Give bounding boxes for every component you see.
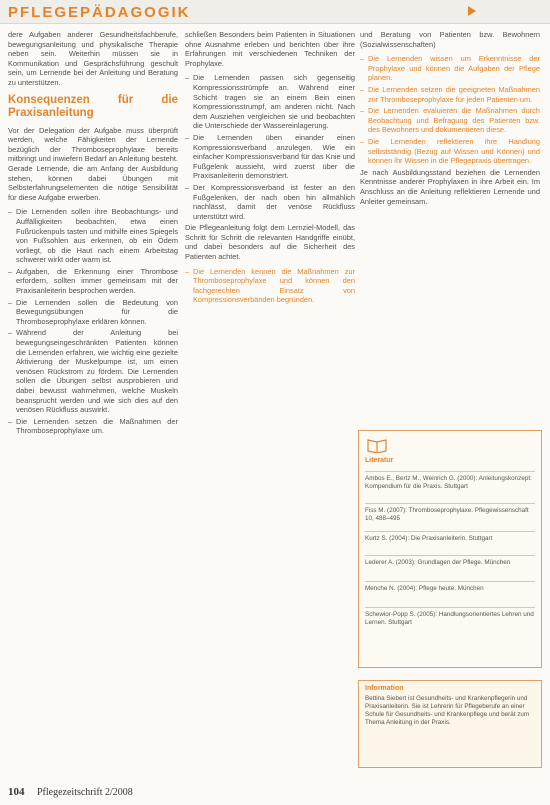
literature-entry: Kurtz S. (2004): Die Praxisanleiterin. Stuttgart xyxy=(365,531,535,543)
col2-list-emph xyxy=(185,267,355,305)
book-icon xyxy=(367,437,387,453)
list-item: – Während der Anleitung bei bewegungseingeschränkten Patienten können die Lernenden erfahren, wie wichtig eine gezielte Aktivierung der Muskelpumpe ist, um einen venösen Rückstrom zu fördern. Die Lernenden sollen die Übungen selbst ausprobieren und dabei bewusst wahrnehmen, welche Muskeln beansprucht werden und wie sich dies auf den venösen Rückfluss auswirkt. xyxy=(8,328,178,414)
list-item: – Die Lernenden passen sich gegenseitig Kompressionsstrümpfe an. Während einer Schicht tragen sie an einem Bein einen Kompressionsstrumpf, am anderen nicht. Nach dem Ausziehen vergleichen sie und beobachten die Unterschiede der Wassereinlagerung. xyxy=(185,73,355,131)
list-item-emph: – Die Lernenden kennen die Maßnahmen zur Thromboseprophylaxe und können den fachgerechten Einsatz von Kompressionsverbänden begründen. xyxy=(185,267,355,305)
page-number: 104 xyxy=(8,786,25,798)
col2-list xyxy=(185,73,355,221)
list-item: – Die Lernenden setzen die Maßnahmen der Thromboseprophylaxe um. xyxy=(8,417,178,436)
list-item: – Die Lernenden sollen die Bedeutung von Bewegungsübungen für die Thromboseprophylaxe erklären können. xyxy=(8,298,178,327)
literature-box xyxy=(358,430,542,668)
col3-paragraph-2: Je nach Ausbildungsstand beziehen die Lernenden Kenntnisse anderer Prophylaxen in ihre Arbeit ein. Im Anschluss an die Anleitung reflektieren Lernende und Anleiter gemeinsam. xyxy=(360,167,540,206)
column-1 xyxy=(8,30,178,758)
literature-entry: Schewior-Popp S. (2005): Handlungsorientiertes Lehren und Lernen. Stuttgart xyxy=(365,607,535,627)
list-item-emph: – Die Lernenden evaluieren die Maßnahmen durch Beobachtung und Befragung des Patienten bzw. des Bewohners und dokumentieren diese. xyxy=(360,106,540,135)
list-item-emph: – Die Lernenden wissen um Erkenntnisse der Prophylaxe und können die Aufgaben der Pflege planen. xyxy=(360,54,540,83)
col2-paragraph-1: schließen Besonders beim Patienten in Situationen ohne Ausnahme erleben und berichten über ihre Erfahrungen mit verschiedenen Techniken der Prophylaxe. xyxy=(185,30,355,68)
info-box-title: Information xyxy=(365,685,404,692)
col1-intro: dere Aufgaben anderer Gesundheitsfachberufe, bewegungsanleitung und physikalische Therapie neben sein. Weiterhin müssen sie in Kommunikation und Gesprächsführung geschult sein, um Lernende bei der Anleitung und Beratung zu unterstützen. xyxy=(8,30,178,87)
col3-list xyxy=(360,54,540,166)
col1-paragraph: Vor der Delegation der Aufgabe muss überprüft werden, welche Fähigkeiten der Lernende bezüglich der Thromboseprophylaxe bereits mitbringt und inwiefern Bedarf an Anleitung besteht. Gerade Lernende, die am Anfang der Ausbildung stehen, können dabei Übungen mit Selbsterfahrungselementen die nötige Sensibilität für diese Aufgabe erwerben. xyxy=(8,125,178,202)
list-item-emph: – Die Lernenden reflektieren ihre Handlung selbstständig (Bezug auf Wissen und Können) und können ihr Wissen in die Pflegepraxis übertragen. xyxy=(360,137,540,166)
column-2 xyxy=(185,30,355,758)
triangle-marker-icon xyxy=(468,6,476,16)
literature-entry: Lederer A. (2003): Grundlagen der Pflege. München xyxy=(365,555,535,567)
literature-entry: Fiss M. (2007): Thromboseprophylaxe. Pflegewissenschaft 10, 488–495 xyxy=(365,503,535,523)
col1-heading: Konsequenzen für die Praxisanleitung xyxy=(8,93,178,119)
section-label: PFLEGEPÄDAGOGIK xyxy=(8,4,191,21)
info-box-text: Bettina Siebert ist Gesundheits- und Krankenpflegerin und Praxisanleiterin. Sie ist Lehrerin für Pflegeberufe an einer Schule für Gesundheits- und Krankenpflege und berät zum Thema Anleitung in der Praxis. xyxy=(365,695,530,726)
list-item: – Aufgaben, die Erkennung einer Thrombose erfordern, sollten immer gemeinsam mit der Praxisanleiterin besprochen werden. xyxy=(8,267,178,296)
list-item: – Der Kompressionsverband ist fester an den Fußgelenken, der nach oben hin allmählich nachlässt, damit der venöse Rückfluss unterstützt wird. xyxy=(185,183,355,221)
literature-entry: Menche N. (2004): Pflege heute. München xyxy=(365,581,535,593)
literature-title: Literatur xyxy=(365,457,394,464)
col1-list xyxy=(8,207,178,436)
list-item-emph: – Die Lernenden setzen die geeigneten Maßnahmen zur Thromboseprophylaxe für jeden Patienten um. xyxy=(360,85,540,104)
col3-paragraph-1: und Beratung von Patienten bzw. Bewohnern (Sozialwissenschaften) xyxy=(360,30,540,49)
journal-name: Pflegezeitschrift 2/2008 xyxy=(37,787,133,798)
list-item: – Die Lernenden sollen ihre Beobachtungs- und Auffälligkeiten beobachten, etwa einen Fußrückenpuls tasten und mithilfe eines Spiegels von Fußsohlen aus erkennen, ob ein Ödem vorliegt, ob die Haut nach einem Arbeitstag schwerer wirkt oder warm ist. xyxy=(8,207,178,265)
column-3 xyxy=(360,30,540,370)
col2-paragraph-2: Die Pflegeanleitung folgt dem Lernziel-Modell, das Schritt für Schritt die relevanten Handgriffe einübt, und dabei besonders auf die Sicherheit des Patienten achtet. xyxy=(185,223,355,262)
list-item: – Die Lernenden üben einander einen Kompressionsverband anzulegen. Wie ein einfacher Kompressionsverband für das Knie und Fußgelenk aussieht, wird zuerst über die Praxisanleiterin demonstriert. xyxy=(185,133,355,181)
header-band xyxy=(0,0,550,24)
page-footer xyxy=(8,786,133,798)
info-box xyxy=(358,680,542,768)
literature-entry: Ambos E., Bertz M., Weinrich G. (2000): Anleitungskonzept: Kompendium für die Praxis. Stuttgart xyxy=(365,471,535,491)
